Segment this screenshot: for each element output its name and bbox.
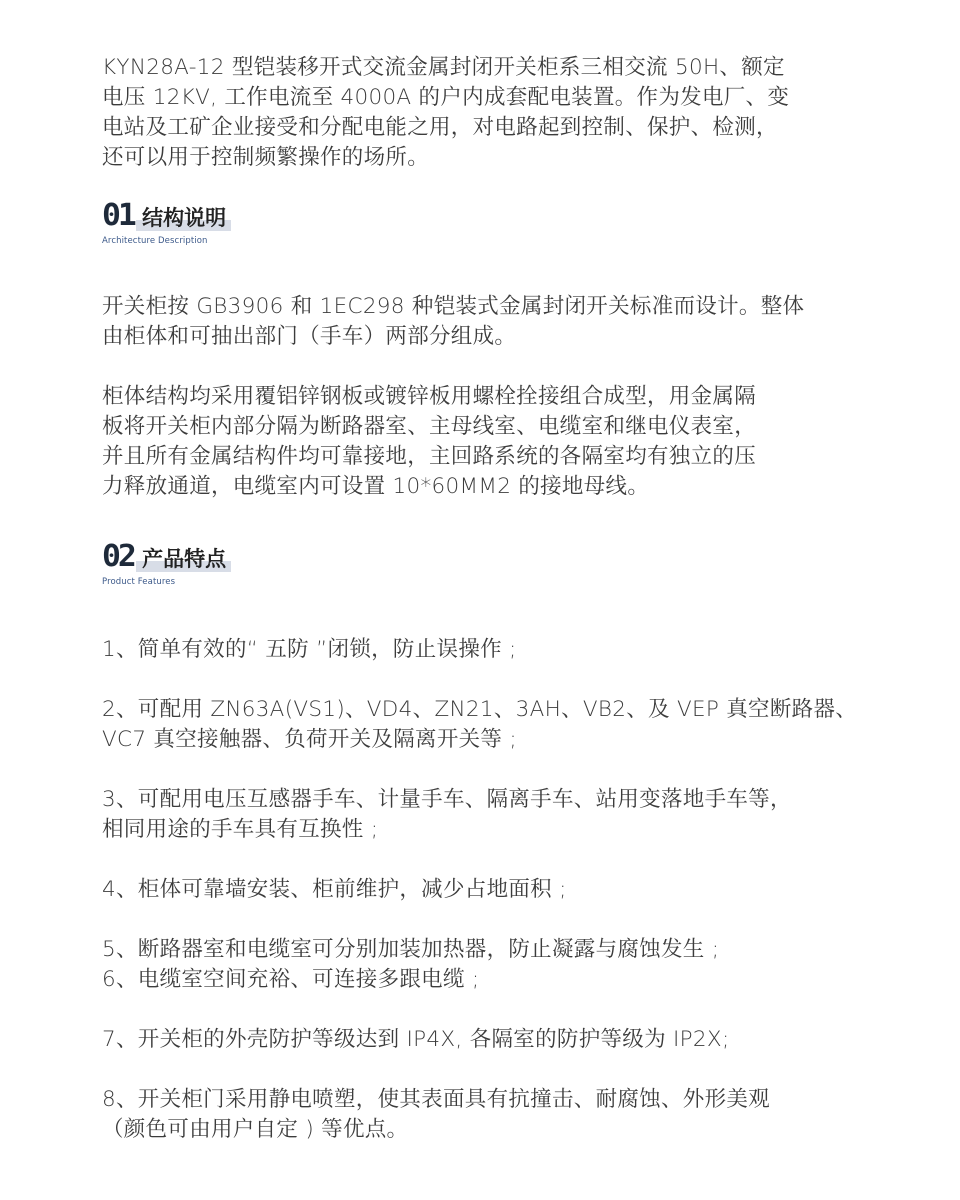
feature-line: 6、电缆室空间充裕、可连接多跟电缆 ; — [102, 967, 480, 992]
section-subtitle: Product Features — [102, 577, 176, 587]
feature-item — [102, 635, 872, 665]
feature-item — [102, 1025, 872, 1055]
feature-item — [102, 695, 872, 755]
feature-line: 相同用途的手车具有互换性 ; — [102, 817, 379, 842]
feature-line: VC7 真空接触器、负荷开关及隔离开关等 ; — [102, 727, 517, 752]
section-title: 结构说明 — [140, 205, 228, 231]
paragraph-line: 开关柜按 GB3906 和 1EC298 种铠装式金属封闭开关标准而设计。整体 — [102, 294, 805, 319]
feature-line: 8、开关柜门采用静电喷塑，使其表面具有抗撞击、耐腐蚀、外形美观 — [102, 1087, 770, 1112]
feature-line: （颜色可由用户自定 ) 等优点。 — [102, 1117, 409, 1142]
intro-line: 还可以用于控制频繁操作的场所。 — [102, 145, 430, 170]
feature-line: 3、可配用电压互感器手车、计量手车、隔离手车、站用变落地手车等， — [102, 787, 792, 812]
section-number: 01 — [102, 198, 134, 233]
paragraph-line: 力释放通道，电缆室内可设置 10*60MM2 的接地母线。 — [102, 474, 650, 499]
section-heading-features — [102, 538, 402, 587]
paragraph-line: 柜体结构均采用覆铝锌钢板或镀锌板用螺栓拴接组合成型，用金属隔 — [102, 384, 757, 409]
feature-item — [102, 875, 872, 905]
section-number: 02 — [102, 539, 134, 574]
feature-line: 7、开关柜的外壳防护等级达到 IP4X, 各隔室的防护等级为 IP2X; — [102, 1027, 730, 1052]
structure-paragraph-1 — [102, 292, 872, 352]
feature-item — [102, 785, 872, 845]
feature-line: 4、柜体可靠墙安装、柜前维护，减少占地面积 ; — [102, 877, 567, 902]
intro-line: 电压 12KV, 工作电流至 4000A 的户内成套配电装置。作为发电厂、变 — [102, 85, 790, 110]
paragraph-line: 板将开关柜内部分隔为断路器室、主母线室、电缆室和继电仪表室， — [102, 414, 757, 439]
section-heading-structure — [102, 197, 402, 246]
intro-line: 电站及工矿企业接受和分配电能之用，对电路起到控制、保护、检测， — [102, 115, 778, 140]
structure-paragraph-2 — [102, 382, 872, 502]
paragraph-line: 并且所有金属结构件均可靠接地，主回路系统的各隔室均有独立的压 — [102, 444, 757, 469]
section-title: 产品特点 — [140, 546, 228, 572]
feature-item — [102, 935, 872, 995]
section-subtitle: Architecture Description — [102, 236, 208, 246]
feature-line: 2、可配用 ZN63A(VS1)、VD4、ZN21、3AH、VB2、及 VEP 真空断路器、 — [102, 697, 858, 722]
feature-item — [102, 1085, 872, 1145]
intro-line: KYN28A-12 型铠装移开式交流金属封闭开关柜系三相交流 50H、额定 — [102, 55, 785, 80]
feature-line: 1、简单有效的“ 五防 ”闭锁，防止误操作 ; — [102, 637, 517, 662]
paragraph-line: 由柜体和可抽出部门（手车）两部分组成。 — [102, 324, 517, 349]
feature-line: 5、断路器室和电缆室可分别加装加热器，防止凝露与腐蚀发生 ; — [102, 937, 720, 962]
intro-paragraph — [102, 53, 872, 173]
